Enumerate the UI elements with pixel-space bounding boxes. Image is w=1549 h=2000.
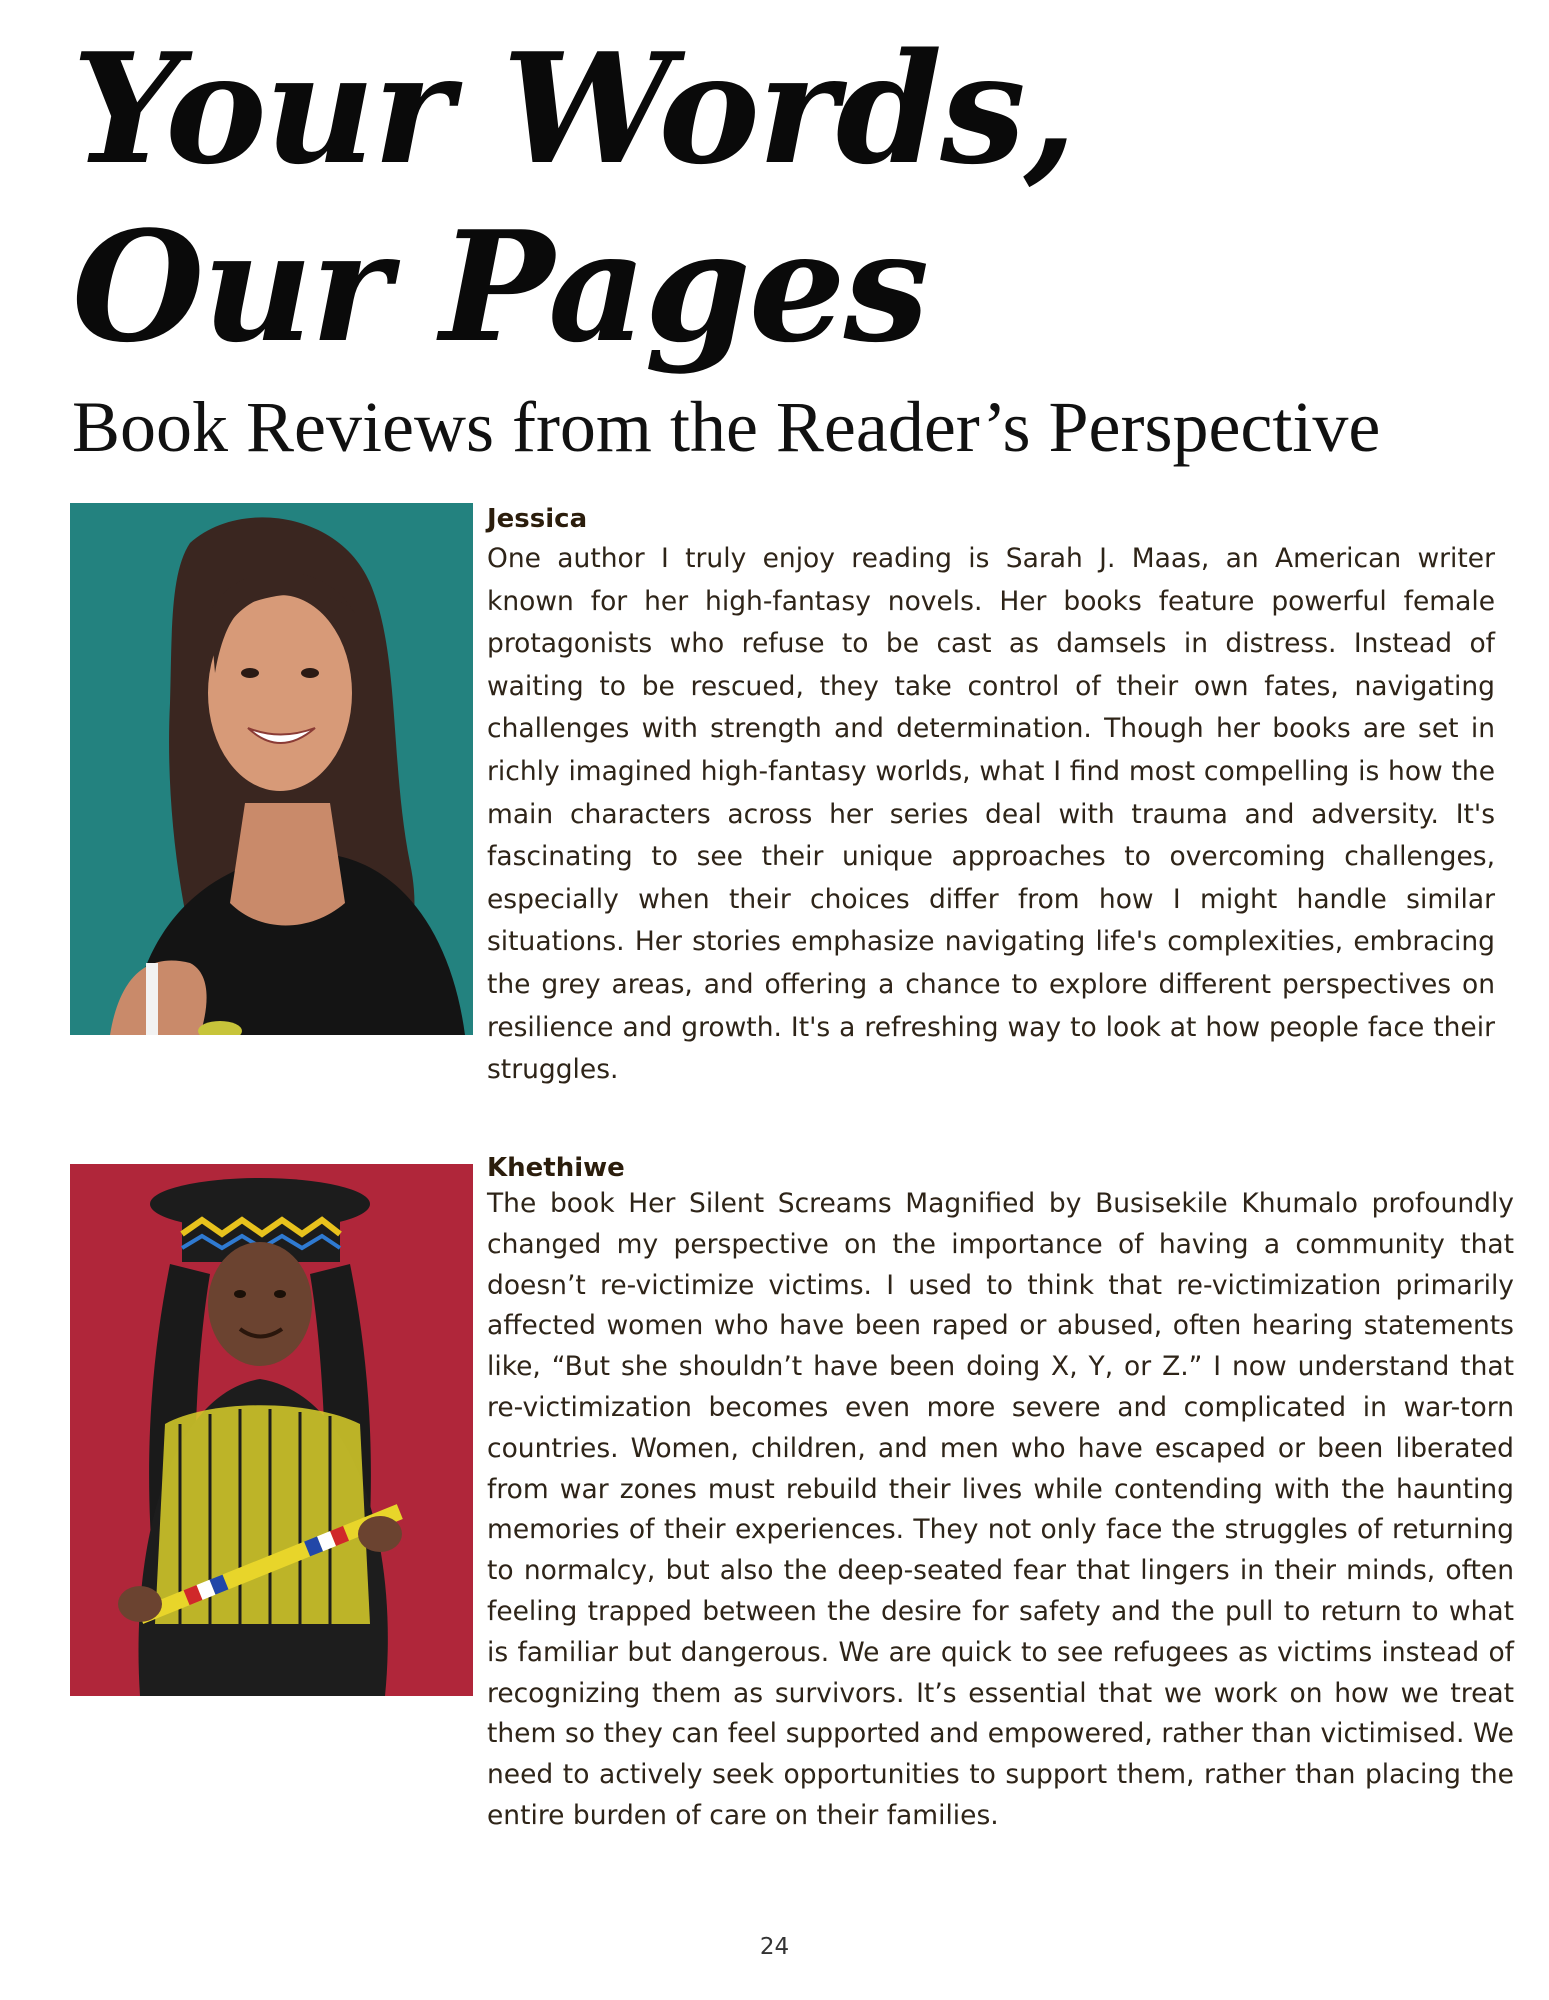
review-jessica: [487, 500, 1495, 1092]
title-line-1: Your Words,: [72, 19, 1075, 198]
reviewer-photo-khethiwe: [70, 1164, 473, 1696]
review-khethiwe: [487, 1152, 1514, 1837]
page-number: 24: [759, 1934, 790, 1960]
reviewer-name: Khethiwe: [487, 1153, 625, 1183]
page-title: [72, 20, 1075, 376]
page-subtitle: Book Reviews from the Reader’s Perspective: [72, 387, 1381, 467]
reviewer-photo-jessica: [70, 503, 473, 1035]
review-text: The book Her Silent Screams Magnified by Busisekile Khumalo profoundly changed my perspective on the importance of having a community that doesn’t re-victimize victims. I used to think that re-victimization primarily affected women who have been raped or abused, often hearing statements like, “But she shouldn’t have been doing X, Y, or Z.” I now understand that re-victimization becomes even more severe and complicated in war-torn countries. Women, children, and men who have escaped or been liberated from war zones must rebuild their lives while contending with the haunting memories of their experiences. They not only face the struggles of returning to normalcy, but also the deep-seated fear that lingers in their minds, often feeling trapped between the desire for safety and the pull to return to what is familiar but dangerous. We are quick to see refugees as victims instead of recognizing them as survivors. It’s essential that we work on how we treat them so they can feel supported and empowered, rather than victimised. We need to actively seek opportunities to support them, rather than placing the entire burden of care on their families.: [487, 1188, 1514, 1831]
portrait-illustration: [70, 503, 473, 1035]
title-line-2: Our Pages: [72, 197, 928, 376]
reviewer-name: Jessica: [487, 504, 588, 534]
review-text: One author I truly enjoy reading is Sarah J. Maas, an American writer known for her high-fantasy novels. Her books feature powerful female protagonists who refuse to be cast as damsels in distress. Instead of waiting to be rescued, they take control of their own fates, navigating challenges with strength and determination. Though her books are set in richly imagined high-fantasy worlds, what I find most compelling is how the main characters across her series deal with trauma and adversity. It's fascinating to see their unique approaches to overcoming challenges, especially when their choices differ from how I might handle similar situations. Her stories emphasize navigating life's complexities, embracing the grey areas, and offering a chance to explore different perspectives on resilience and growth. It's a refreshing way to look at how people face their struggles.: [487, 543, 1495, 1086]
portrait-illustration: [70, 1164, 473, 1696]
